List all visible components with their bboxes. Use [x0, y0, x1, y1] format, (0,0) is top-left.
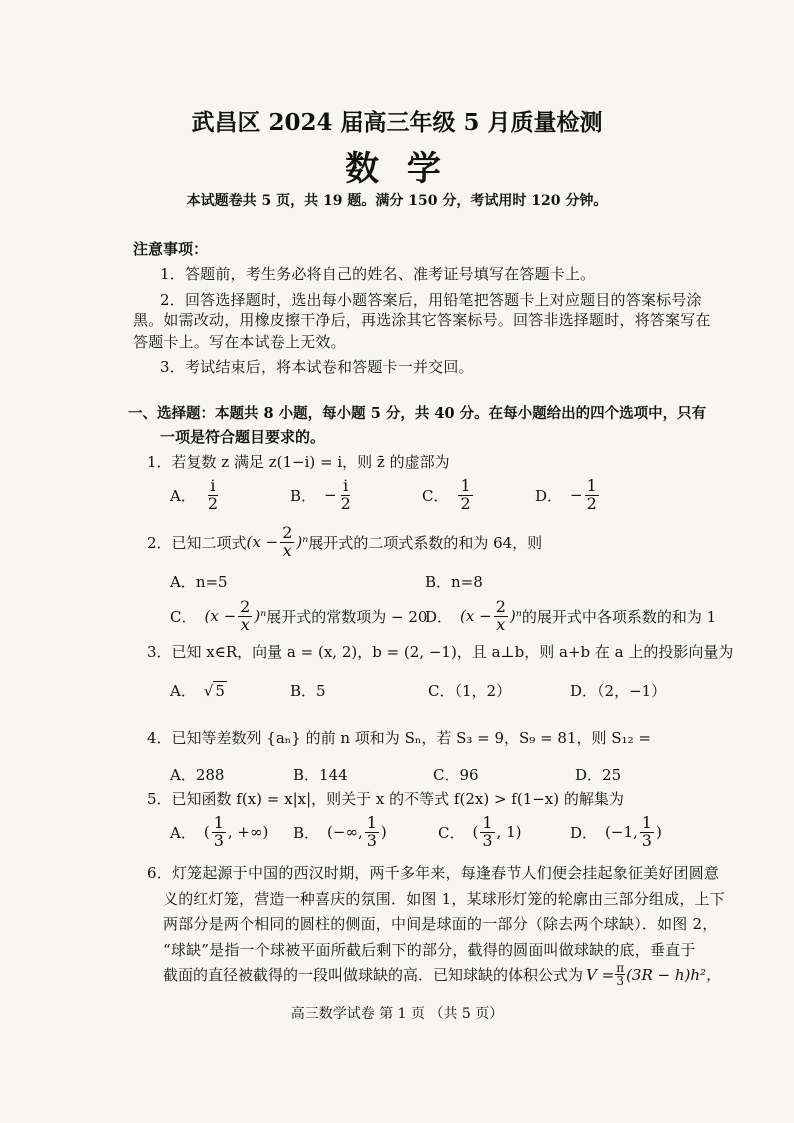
question-6-line: 两部分是两个相同的圆柱的侧面，中间是球面的一部分（除去两个球缺）．如图 2，	[163, 915, 718, 933]
option-label: A．	[170, 823, 196, 842]
notice-heading: 注意事项：	[133, 240, 209, 258]
fraction	[458, 478, 472, 513]
question-5-stem: 5．已知函数 f(x) = x|x|，则关于 x 的不等式 f(2x) > f(1−x) 的解集为	[147, 790, 624, 808]
question-6-line: 义的红灯笼，营造一种喜庆的氛围．如图 1，某球形灯笼的轮廓由三部分组成，上下	[163, 890, 725, 908]
q2-option-c[interactable]	[170, 599, 427, 634]
option-label: D．	[570, 823, 598, 842]
q5-option-a[interactable]	[170, 815, 268, 850]
q3-option-b[interactable]: B．5	[290, 682, 326, 700]
q5-option-b[interactable]	[293, 815, 387, 850]
fraction	[365, 815, 379, 850]
fraction	[339, 478, 353, 513]
option-sign: −	[570, 486, 583, 505]
math-expr: (x −	[246, 533, 279, 552]
numerator: 2	[240, 597, 251, 616]
q2-option-a[interactable]: A．n=5	[170, 573, 228, 591]
option-label: D．	[425, 607, 453, 626]
q2-option-b[interactable]: B．n=8	[425, 573, 483, 591]
q1-option-a[interactable]	[170, 478, 222, 513]
q5-option-c[interactable]	[438, 815, 521, 850]
fraction	[585, 478, 599, 513]
numerator: 1	[641, 813, 652, 832]
notice-line: 答题卡上。写在本试卷上无效。	[133, 333, 346, 351]
denominator: 3	[213, 830, 224, 850]
sqrt-value: 5	[215, 682, 225, 700]
fraction	[280, 525, 294, 560]
formula-rhs: (3R − h)h²，	[626, 966, 722, 984]
q4-option-b[interactable]: B．144	[293, 766, 348, 784]
interval-open: (	[203, 823, 210, 842]
math-expr: )ⁿ	[254, 607, 267, 626]
q2-option-d[interactable]	[425, 599, 716, 634]
fraction	[238, 599, 252, 634]
stem-text: 截面的直径被截得的一段叫做球缺的高．已知球缺的体积公式为	[163, 966, 584, 984]
stem-text: 2．已知二项式	[147, 533, 247, 552]
numerator: 2	[282, 523, 293, 542]
option-label: A．	[170, 682, 196, 700]
question-1-stem: 1．若复数 z 满足 z(1−i) = i，则 z̄ 的虚部为	[147, 453, 450, 471]
numerator: 1	[366, 813, 377, 832]
q4-option-c[interactable]: C．96	[433, 766, 479, 784]
math-expr: (x −	[460, 607, 492, 626]
option-text: 的展开式中各项系数的和为 1	[521, 607, 717, 626]
option-label: C．	[438, 823, 465, 842]
interval-close: )	[655, 823, 662, 842]
numerator: 1	[482, 813, 493, 832]
numerator: 1	[460, 476, 471, 495]
q1-option-b[interactable]	[290, 478, 355, 513]
numerator: i	[210, 476, 216, 495]
q4-option-d[interactable]: D．25	[575, 766, 622, 784]
question-6-line: 6．灯笼起源于中国的西汉时期，两千多年来，每逢春节人们便会挂起象征美好团圆意	[147, 864, 720, 882]
section-heading: 一、选择题：本题共 8 小题，每小题 5 分，共 40 分。在每小题给出的四个选项中，只有	[128, 405, 707, 422]
fraction	[494, 599, 508, 634]
numerator: 1	[213, 813, 224, 832]
denominator: 2	[340, 493, 351, 513]
fraction	[206, 478, 220, 513]
denominator: x	[496, 614, 506, 634]
numerator: 1	[586, 476, 597, 495]
numerator: π	[616, 961, 625, 975]
q1-option-d[interactable]	[535, 478, 601, 513]
question-4-stem: 4．已知等差数列 {aₙ} 的前 n 项和为 Sₙ，若 S₃ = 9，S₉ = 81，则 S₁₂ =	[147, 729, 651, 747]
denominator: x	[282, 540, 292, 560]
option-sign: −	[324, 486, 337, 505]
q3-option-d[interactable]: D．（2，−1）	[570, 682, 667, 700]
option-label: D．	[535, 486, 563, 505]
notice-line: 2．回答选择题时，选出每小题答案后，用铅笔把答题卡上对应题目的答案标号涂	[160, 291, 702, 309]
formula-lhs: V =	[586, 965, 615, 984]
notice-line: 1．答题前，考生务必将自己的姓名、准考证号填写在答题卡上。	[160, 265, 596, 283]
interval-open: (−∞,	[327, 823, 363, 842]
section-heading-cont: 一项是符合题目要求的。	[160, 428, 326, 446]
interval-close: , +∞)	[227, 823, 269, 842]
exam-title: 武昌区 2024 届高三年级 5 月质量检测	[191, 109, 603, 136]
denominator: x	[240, 614, 250, 634]
interval-open: (	[472, 823, 479, 842]
fraction	[480, 815, 494, 850]
option-label: B．	[293, 823, 320, 842]
sqrt-symbol: √	[203, 681, 214, 700]
denominator: 3	[366, 830, 377, 850]
question-3-stem: 3．已知 x∈R，向量 a = (x, 2)，b = (2, −1)，且 a⊥b，则 a+b 在 a 上的投影向量为	[147, 643, 734, 661]
denominator: 2	[460, 493, 471, 513]
fraction	[212, 815, 226, 850]
notice-line: 3．考试结束后，将本试卷和答题卡一并交回。	[160, 358, 474, 376]
math-expr: )ⁿ	[509, 607, 522, 626]
interval-close: )	[380, 823, 387, 842]
option-label: A．	[170, 486, 196, 505]
denominator: 3	[482, 830, 493, 850]
stem-text: 展开式的二项式系数的和为 64，则	[308, 533, 543, 552]
question-2-stem	[147, 525, 542, 560]
option-text: 展开式的常数项为 − 20	[266, 607, 428, 626]
exam-info: 本试题卷共 5 页，共 19 题。满分 150 分，考试用时 120 分钟。	[186, 193, 608, 209]
q1-option-c[interactable]	[422, 478, 475, 513]
q4-option-a[interactable]: A．288	[170, 766, 225, 784]
q5-option-d[interactable]	[570, 815, 662, 850]
denominator: 3	[616, 974, 624, 988]
math-expr: (x −	[204, 607, 237, 626]
denominator: 3	[641, 830, 652, 850]
fraction	[615, 962, 625, 987]
denominator: 2	[586, 493, 597, 513]
option-label: B．	[290, 486, 317, 505]
page-footer: 高三数学试卷 第 1 页 （共 5 页）	[290, 1006, 504, 1022]
q3-option-c[interactable]: C．（1，2）	[428, 682, 512, 700]
interval-open: (−1,	[605, 823, 638, 842]
numerator: 2	[495, 597, 506, 616]
notice-line: 黑。如需改动，用橡皮擦干净后，再选涂其它答案标号。回答非选择题时，将答案写在	[133, 311, 711, 329]
question-6-line: “球缺”是指一个球被平面所截后剩下的部分，截得的圆面叫做球缺的底，垂直于	[163, 941, 696, 959]
fraction	[640, 815, 654, 850]
option-label: C．	[170, 607, 197, 626]
question-6-formula-line	[163, 962, 721, 987]
option-label: C．	[422, 486, 449, 505]
numerator: i	[343, 476, 349, 495]
interval-close: , 1)	[496, 823, 522, 842]
denominator: 2	[207, 493, 219, 513]
math-expr: )ⁿ	[296, 533, 309, 552]
q3-option-a[interactable]	[170, 680, 227, 701]
subject-title: 数 学	[345, 149, 449, 189]
